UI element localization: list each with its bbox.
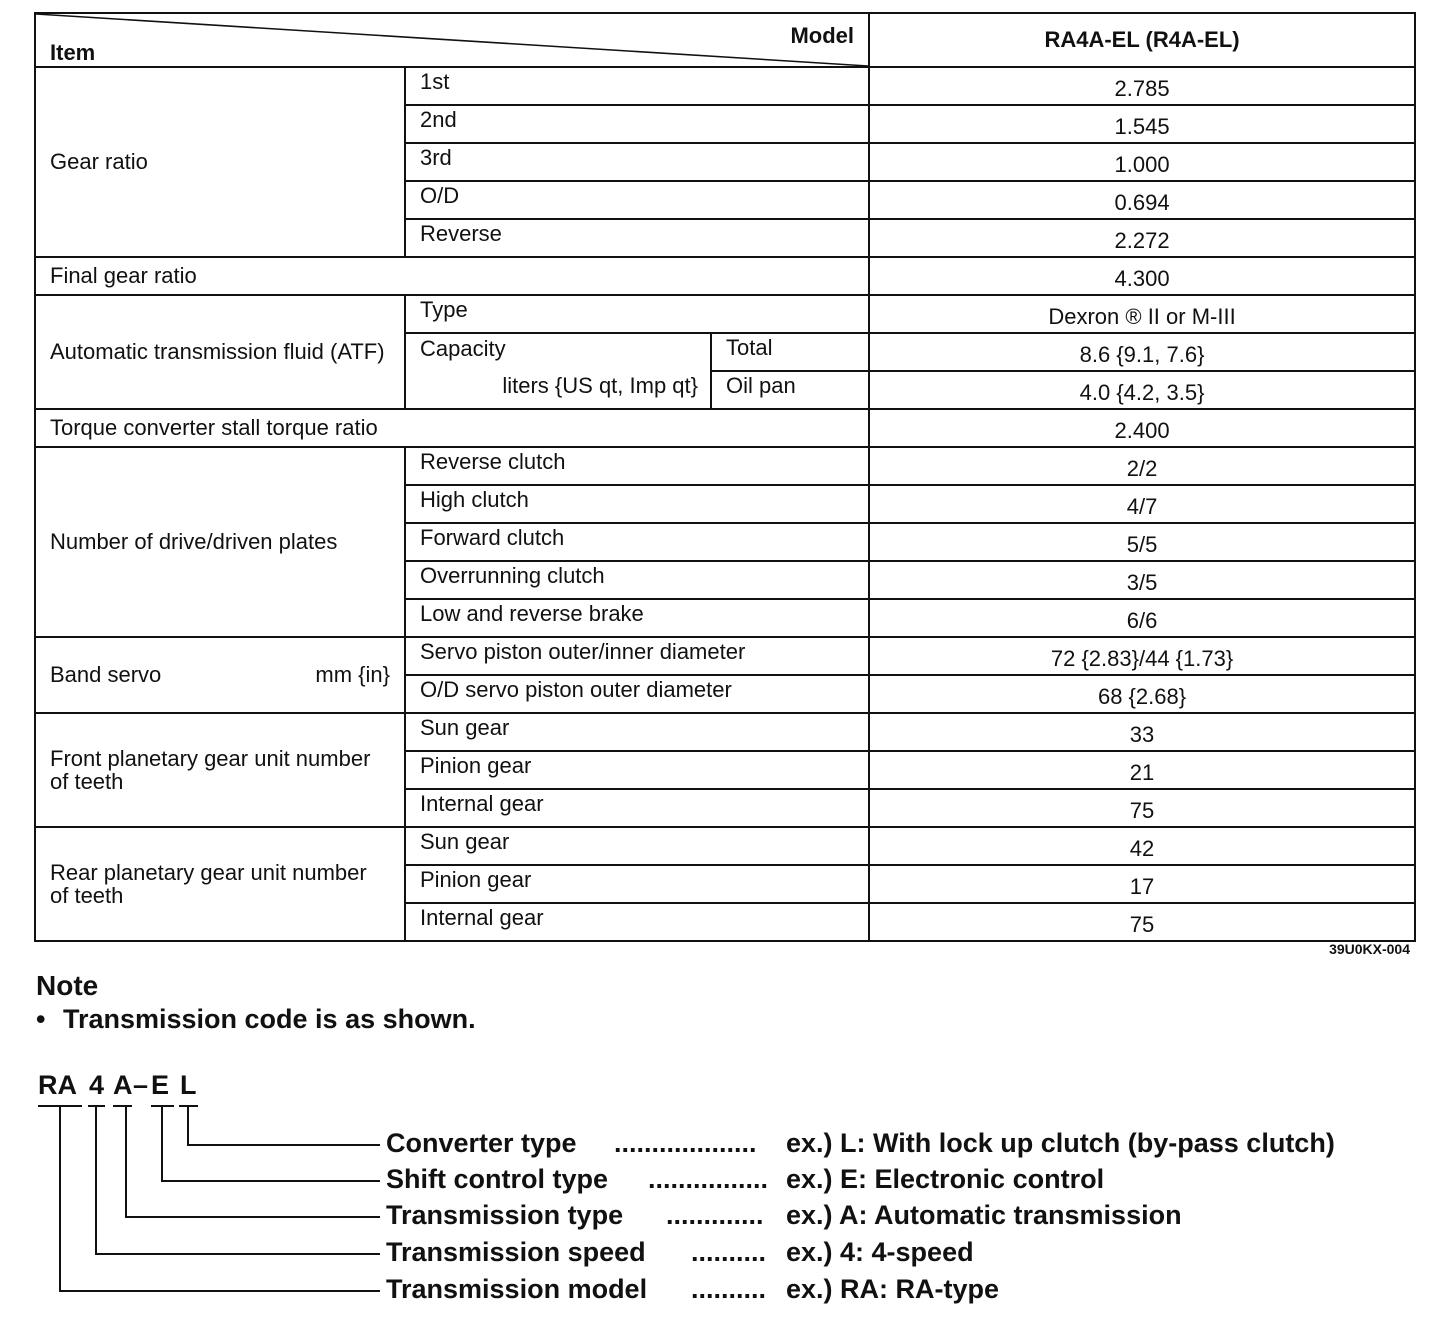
front-planetary-sub: Pinion gear	[405, 751, 869, 789]
rear-planetary-value: 75	[869, 903, 1415, 941]
atf-oilpan-label: Oil pan	[711, 371, 869, 409]
header-model-value: RA4A-EL (R4A-EL)	[869, 13, 1415, 67]
atf-capacity-label: Capacity liters {US qt, Imp qt}	[405, 333, 711, 409]
front-planetary-label: Front planetary gear unit number of teeth	[35, 713, 405, 827]
band-servo-value: 68 {2.68}	[869, 675, 1415, 713]
gear-ratio-value: 2.272	[869, 219, 1415, 257]
code-letter-ra: RA	[38, 1070, 77, 1100]
front-planetary-value: 33	[869, 713, 1415, 751]
stall-torque-ratio-value: 2.400	[869, 409, 1415, 447]
final-gear-ratio-label: Final gear ratio	[35, 257, 869, 295]
bullet-icon: •	[36, 1004, 46, 1034]
plates-value: 3/5	[869, 561, 1415, 599]
plates-sub: High clutch	[405, 485, 869, 523]
rear-planetary-value: 17	[869, 865, 1415, 903]
atf-oilpan-value: 4.0 {4.2, 3.5}	[869, 371, 1415, 409]
plates-sub: Low and reverse brake	[405, 599, 869, 637]
gear-ratio-sub: O/D	[405, 181, 869, 219]
front-planetary-sub: Sun gear	[405, 713, 869, 751]
front-planetary-sub: Internal gear	[405, 789, 869, 827]
header-item-label: Item	[50, 39, 96, 65]
plates-value: 4/7	[869, 485, 1415, 523]
final-gear-ratio-value: 4.300	[869, 257, 1415, 295]
plates-value: 2/2	[869, 447, 1415, 485]
plates-label: Number of drive/driven plates	[35, 447, 405, 637]
note-text: Transmission code is as shown.	[62, 1004, 476, 1034]
code-letter-l: L	[180, 1070, 197, 1100]
atf-capacity-units: liters {US qt, Imp qt}	[502, 373, 698, 398]
stall-torque-ratio-label: Torque converter stall torque ratio	[35, 409, 869, 447]
rear-planetary-sub: Sun gear	[405, 827, 869, 865]
gear-ratio-value: 1.545	[869, 105, 1415, 143]
rear-planetary-sub: Pinion gear	[405, 865, 869, 903]
atf-type-label: Type	[405, 295, 869, 333]
header-model-label: Model	[790, 23, 855, 48]
gear-ratio-value: 0.694	[869, 181, 1415, 219]
header-item-model-cell	[35, 13, 869, 67]
plates-sub: Overrunning clutch	[405, 561, 869, 599]
band-servo-units: mm {in}	[315, 662, 390, 688]
rear-planetary-value: 42	[869, 827, 1415, 865]
plates-value: 5/5	[869, 523, 1415, 561]
note-line	[36, 1004, 476, 1035]
gear-ratio-sub: 1st	[405, 67, 869, 105]
gear-ratio-label: Gear ratio	[35, 67, 405, 257]
band-servo-value: 72 {2.83}/44 {1.73}	[869, 637, 1415, 675]
band-servo-label-cell	[35, 637, 405, 713]
code-letter-e: E	[151, 1070, 170, 1100]
code-connector-lines	[36, 1070, 396, 1320]
atf-total-value: 8.6 {9.1, 7.6}	[869, 333, 1415, 371]
code-letter-dash: –	[133, 1070, 149, 1100]
gear-ratio-sub: 2nd	[405, 105, 869, 143]
plates-sub: Reverse clutch	[405, 447, 869, 485]
front-planetary-value: 21	[869, 751, 1415, 789]
band-servo-sub: Servo piston outer/inner diameter	[405, 637, 869, 675]
note-title: Note	[36, 970, 99, 1001]
diagonal-divider	[36, 14, 868, 66]
rear-planetary-sub: Internal gear	[405, 903, 869, 941]
band-servo-sub: O/D servo piston outer diameter	[405, 675, 869, 713]
atf-type-value: Dexron ® II or M-III	[869, 295, 1415, 333]
transmission-code-diagram: RA 4 A – E L Converter type ................... ex.) L: With lock up clutch (by-pass clutch) Shift control type ................ ex.) E: Electronic control Transmission type ............. ex.) A: Automatic transmission Transmission speed .......... ex.) 4: 4-speed Transmission model .......... ex.) RA: RA-type	[36, 1070, 1436, 1320]
band-servo-label: Band servo	[50, 662, 162, 688]
gear-ratio-value: 2.785	[869, 67, 1415, 105]
code-letter-4: 4	[89, 1070, 105, 1100]
atf-total-label: Total	[711, 333, 869, 371]
plates-sub: Forward clutch	[405, 523, 869, 561]
plates-value: 6/6	[869, 599, 1415, 637]
rear-planetary-label: Rear planetary gear unit number of teeth	[35, 827, 405, 941]
specifications-table	[34, 12, 1416, 942]
atf-label: Automatic transmission fluid (ATF)	[35, 295, 405, 409]
gear-ratio-sub: 3rd	[405, 143, 869, 181]
code-letter-a: A	[113, 1070, 133, 1100]
gear-ratio-value: 1.000	[869, 143, 1415, 181]
front-planetary-value: 75	[869, 789, 1415, 827]
figure-code: 39U0KX-004	[1329, 941, 1410, 957]
gear-ratio-sub: Reverse	[405, 219, 869, 257]
